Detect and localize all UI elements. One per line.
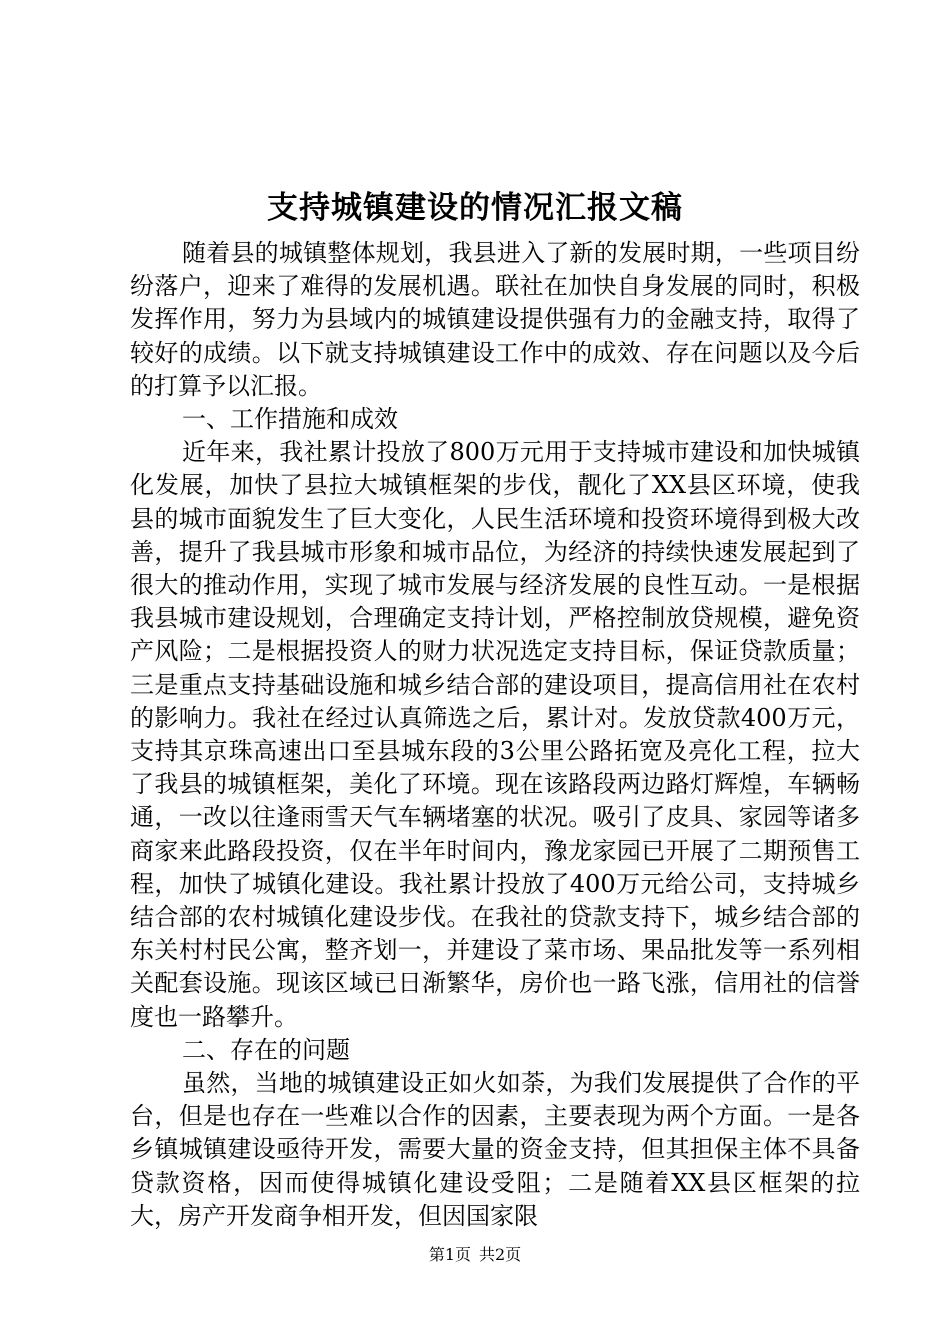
document-title: 支持城镇建设的情况汇报文稿 — [267, 190, 683, 226]
section-heading-problems: 二、存在的问题 — [182, 1035, 350, 1064]
intro-paragraph: 随着县的城镇整体规划，我县进入了新的发展时期，一些项目纷纷落户，迎来了难得的发展机遇。联社在加快自身发展的同时，积极发挥作用，努力为县域内的城镇建设提供强有力的金融支持，取得了较好的成绩。以下就支持城镇建设工作中的成效、存在问题以及今后的打算予以汇报。 — [130, 239, 860, 400]
page-number: 第1页 — [428, 1245, 471, 1264]
document-body — [130, 237, 860, 1233]
page-footer — [0, 1243, 950, 1267]
section-heading-measures: 一、工作措施和成效 — [182, 405, 398, 434]
page-total: 共2页 — [479, 1245, 522, 1264]
measures-paragraph: 近年来，我社累计投放了800万元用于支持城市建设和加快城镇化发展，加快了县拉大城镇框架的步伐，靓化了XX县区环境，使我县的城市面貌发生了巨大变化，人民生活环境和投资环境得到极大改善，提升了我县城市形象和城市品位，为经济的持续快速发展起到了很大的推动作用，实现了城市发展与经济发展的良性互动。一是根据我县城市建设规划，合理确定支持计划，严格控制放贷规模，避免资产风险；二是根据投资人的财力状况选定支持目标，保证贷款质量；三是重点支持基础设施和城乡结合部的建设项目，提高信用社在农村的影响力。我社在经过认真筛选之后，累计对。发放贷款400万元，支持其京珠高速出口至县城东段的3公里公路拓宽及亮化工程，拉大了我县的城镇框架，美化了环境。现在该路段两边路灯辉煌，车辆畅通，一改以往逢雨雪天气车辆堵塞的状况。吸引了皮具、家园等诸多商家来此路段投资，仅在半年时间内，豫龙家园已开展了二期预售工程，加快了城镇化建设。我社累计投放了400万元给公司，支持城乡结合部的农村城镇化建设步伐。在我社的贷款支持下，城乡结合部的东关村村民公寓，整齐划一，并建设了菜市场、果品批发等一系列相关配套设施。现该区域已日渐繁华，房价也一路飞涨，信用社的信誉度也一路攀升。 — [130, 438, 860, 1031]
problems-paragraph: 虽然，当地的城镇建设正如火如荼，为我们发展提供了合作的平台，但是也存在一些难以合作的因素，主要表现为两个方面。一是各乡镇城镇建设亟待开发，需要大量的资金支持，但其担保主体不具备贷款资格，因而使得城镇化建设受阻；二是随着XX县区框架的拉大，房产开发商争相开发，但因国家限 — [130, 1069, 860, 1230]
